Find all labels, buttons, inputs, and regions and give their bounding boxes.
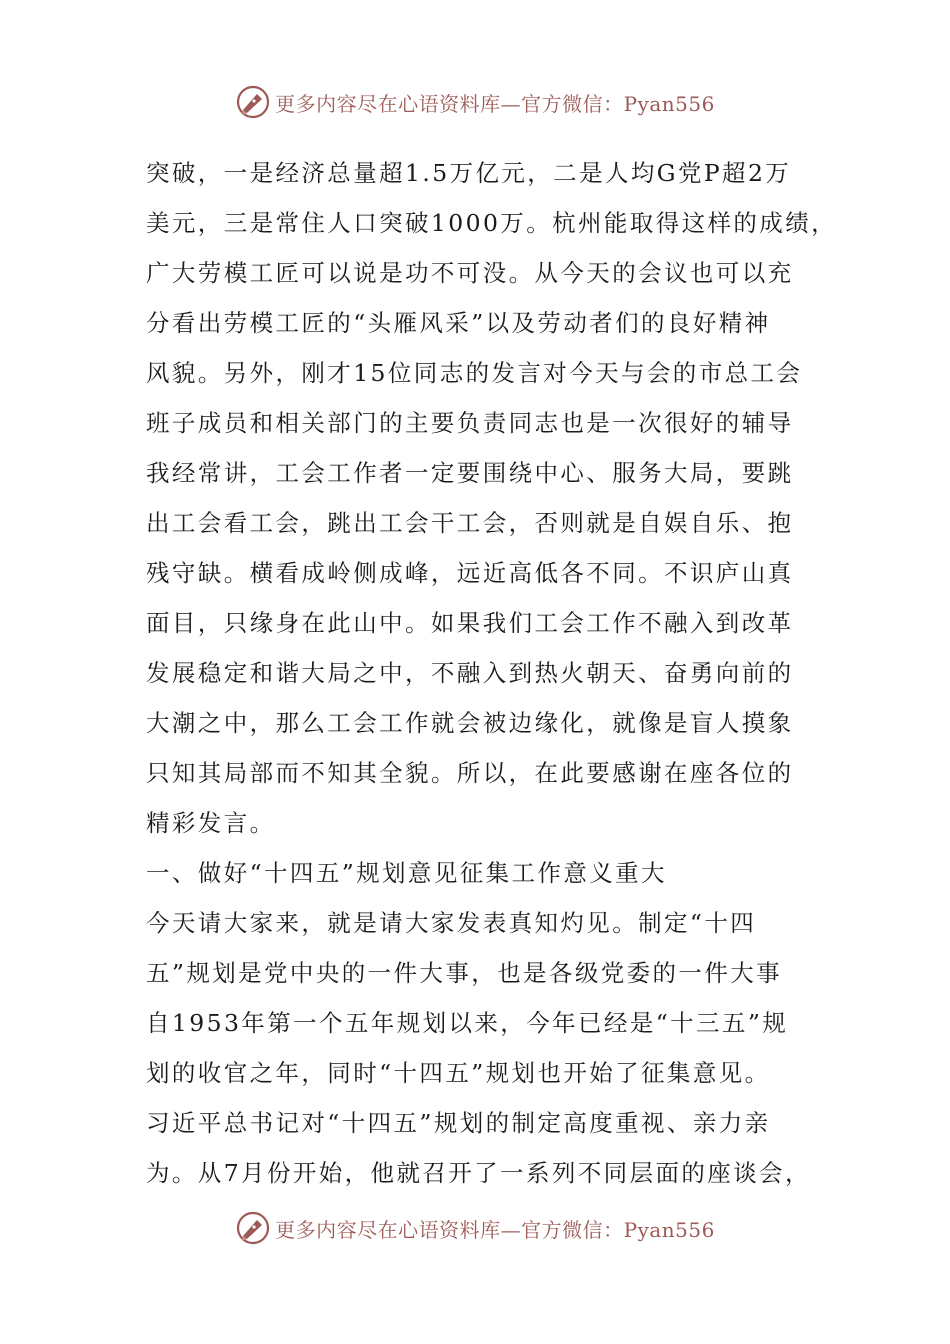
body-line-13: 只知其局部而不知其全貌。所以，在此要感谢在座各位的 bbox=[146, 759, 794, 787]
body-line-10: 面目，只缘身在此山中。如果我们工会工作不融入到改革 bbox=[146, 609, 794, 637]
document-body bbox=[146, 148, 838, 1198]
header-banner-text: 更多内容尽在心语资料库—官方微信：Pyan556 bbox=[275, 91, 715, 116]
body-line-18: 自1953年第一个五年规划以来，今年已经是“十三五”规 bbox=[146, 1009, 789, 1037]
pen-nib-logo-icon bbox=[235, 84, 271, 120]
pen-nib-logo-icon bbox=[235, 1210, 271, 1246]
body-line-20: 习近平总书记对“十四五”规划的制定高度重视、亲力亲 bbox=[146, 1109, 771, 1137]
body-line-11: 发展稳定和谐大局之中，不融入到热火朝天、奋勇向前的 bbox=[146, 659, 794, 687]
body-line-7: 我经常讲，工会工作者一定要围绕中心、服务大局，要跳 bbox=[146, 459, 794, 487]
body-line-14: 精彩发言。 bbox=[146, 809, 276, 837]
body-line-6: 班子成员和相关部门的主要负责同志也是一次很好的辅导 bbox=[146, 409, 794, 437]
body-line-3: 广大劳模工匠可以说是功不可没。从今天的会议也可以充 bbox=[146, 259, 794, 287]
body-line-12: 大潮之中，那么工会工作就会被边缘化，就像是盲人摸象 bbox=[146, 709, 794, 737]
header-banner bbox=[0, 82, 950, 122]
body-line-5: 风貌。另外，刚才15位同志的发言对今天与会的市总工会 bbox=[146, 359, 803, 387]
footer-banner bbox=[0, 1208, 950, 1248]
body-line-1: 突破，一是经济总量超1.5万亿元，二是人均G党P超2万 bbox=[146, 159, 792, 187]
body-line-8: 出工会看工会，跳出工会干工会，否则就是自娱自乐、抱 bbox=[146, 509, 794, 537]
body-line-2: 美元，三是常住人口突破1000万。杭州能取得这样的成绩， bbox=[146, 209, 838, 237]
body-line-4: 分看出劳模工匠的“头雁风采”以及劳动者们的良好精神 bbox=[146, 309, 771, 337]
body-line-19: 划的收官之年，同时“十四五”规划也开始了征集意见。 bbox=[146, 1059, 771, 1087]
section-heading: 一、做好“十四五”规划意见征集工作意义重大 bbox=[146, 859, 667, 887]
body-line-21: 为。从7月份开始，他就召开了一系列不同层面的座谈会， bbox=[146, 1159, 811, 1187]
body-line-16: 今天请大家来，就是请大家发表真知灼见。制定“十四 bbox=[146, 909, 757, 937]
body-line-9: 残守缺。横看成岭侧成峰，远近高低各不同。不识庐山真 bbox=[146, 559, 794, 587]
footer-banner-text: 更多内容尽在心语资料库—官方微信：Pyan556 bbox=[275, 1217, 715, 1242]
body-line-17: 五”规划是党中央的一件大事，也是各级党委的一件大事 bbox=[146, 959, 783, 987]
